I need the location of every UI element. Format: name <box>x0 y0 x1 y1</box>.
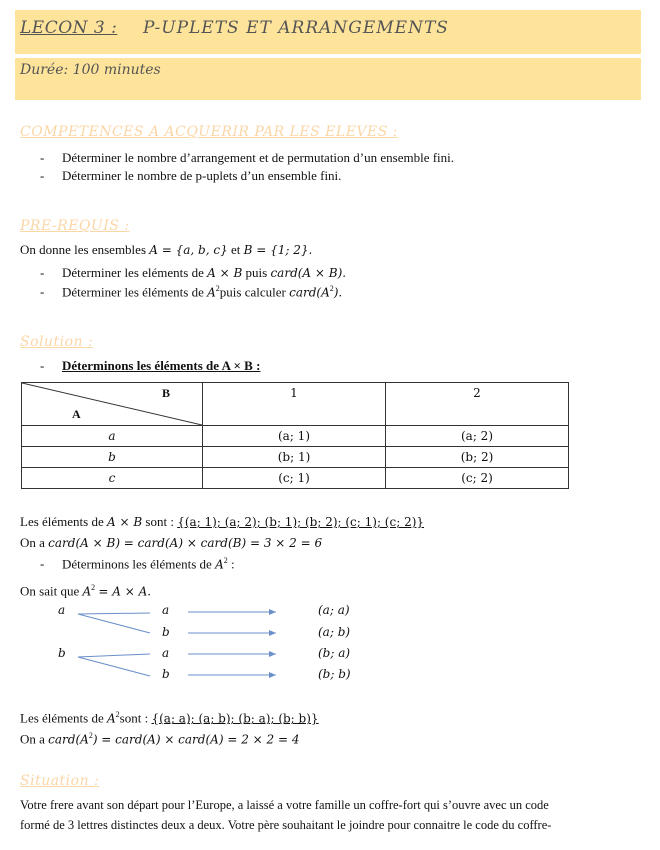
lesson-label: LECON 3 : <box>20 18 118 38</box>
prerequis-heading: PRE-REQUIS : <box>20 218 130 234</box>
table-cell: (c; 2) <box>386 468 569 489</box>
table-cell: (a; 1) <box>203 426 386 447</box>
prerequis-intro: On donne les ensembles A = {a, b, c} et B = {1; 2}. <box>20 242 313 257</box>
tree-pair: (b; b) <box>318 667 351 681</box>
tree-leaf: b <box>162 625 170 639</box>
tree-leaf: a <box>162 646 170 660</box>
card-a2-line: On a $card(A^2)$ = card(A) × card(A) = 2 × 2 = 4 <box>20 731 300 747</box>
on-sait-line: On sait que $A^2 = A \times A$. <box>20 583 152 599</box>
duration-text: Durée: 100 minutes <box>20 62 161 78</box>
situation-line-1: Votre frere avant son départ pour l’Europe, a laissé a votre famille un coffre-fort qui s’ouvre avec un code <box>20 798 549 812</box>
solution-subheading-axb: - Déterminons les éléments de A × B : <box>40 358 261 373</box>
elements-a2-line: Les éléments de $A^2sont$ : {(a; a); (a; b); (b; a); (b; b)} <box>20 710 319 726</box>
table-cell: (a; 2) <box>386 426 569 447</box>
tree-branch <box>78 613 150 614</box>
corner-label-b: B <box>162 386 171 400</box>
tree-branch <box>78 657 150 676</box>
tree-pair: (a; a) <box>318 603 350 617</box>
competence-item: - Déterminer le nombre d’arrangement et de permutation d’un ensemble fini. <box>40 150 455 165</box>
table-row-label: b <box>22 447 203 468</box>
table-cell: (c; 1) <box>203 468 386 489</box>
table-cell: (b; 2) <box>386 447 569 468</box>
tree-root: a <box>58 603 66 617</box>
tree-leaf: b <box>162 667 170 681</box>
situation-line-2: formé de 3 lettres distinctes deux a deux. Votre père souhaitant le joindre pour connaitre le code du coffre- <box>20 818 552 832</box>
table-row-label: a <box>22 426 203 447</box>
competences-heading: COMPETENCES A ACQUERIR PAR LES ELEVES : <box>20 124 399 140</box>
prerequis-item-1: - Déterminer les eléments de A × B puis card(A × B). <box>40 265 347 280</box>
tree-root: b <box>58 646 66 660</box>
card-axb-line: On a card(A × B) = card(A) × card(B) = 3 × 2 = 6 <box>20 535 323 550</box>
solution-heading: Solution : <box>20 334 94 350</box>
tree-branch <box>78 654 150 657</box>
solution-subheading-a2: - Déterminons les éléments de $A^2$ : <box>40 556 235 572</box>
table-cell: (b; 1) <box>203 447 386 468</box>
table-col-header: 2 <box>386 383 569 426</box>
tree-pair: (a; b) <box>318 625 351 639</box>
situation-heading: Situation : <box>20 773 100 789</box>
competence-item: - Déterminer le nombre de p-uplets d’un ensemble fini. <box>40 168 342 183</box>
tree-branch <box>78 614 150 633</box>
lesson-title: P-UPLETS ET ARRANGEMENTS <box>143 18 449 38</box>
elements-axb-line: Les éléments de A × B sont : {(a; 1); (a; 2); (b; 1); (b; 2); (c; 1); (c; 2)} <box>20 514 425 529</box>
corner-label-a: A <box>72 407 81 421</box>
prerequis-item-2: - Déterminer les éléments de $A^2puis$ calculer $card(A^2)$. <box>40 284 343 300</box>
tree-leaf: a <box>162 603 170 617</box>
table-row-label: c <box>22 468 203 489</box>
tree-pair: (b; a) <box>318 646 351 660</box>
table-col-header: 1 <box>203 383 386 426</box>
